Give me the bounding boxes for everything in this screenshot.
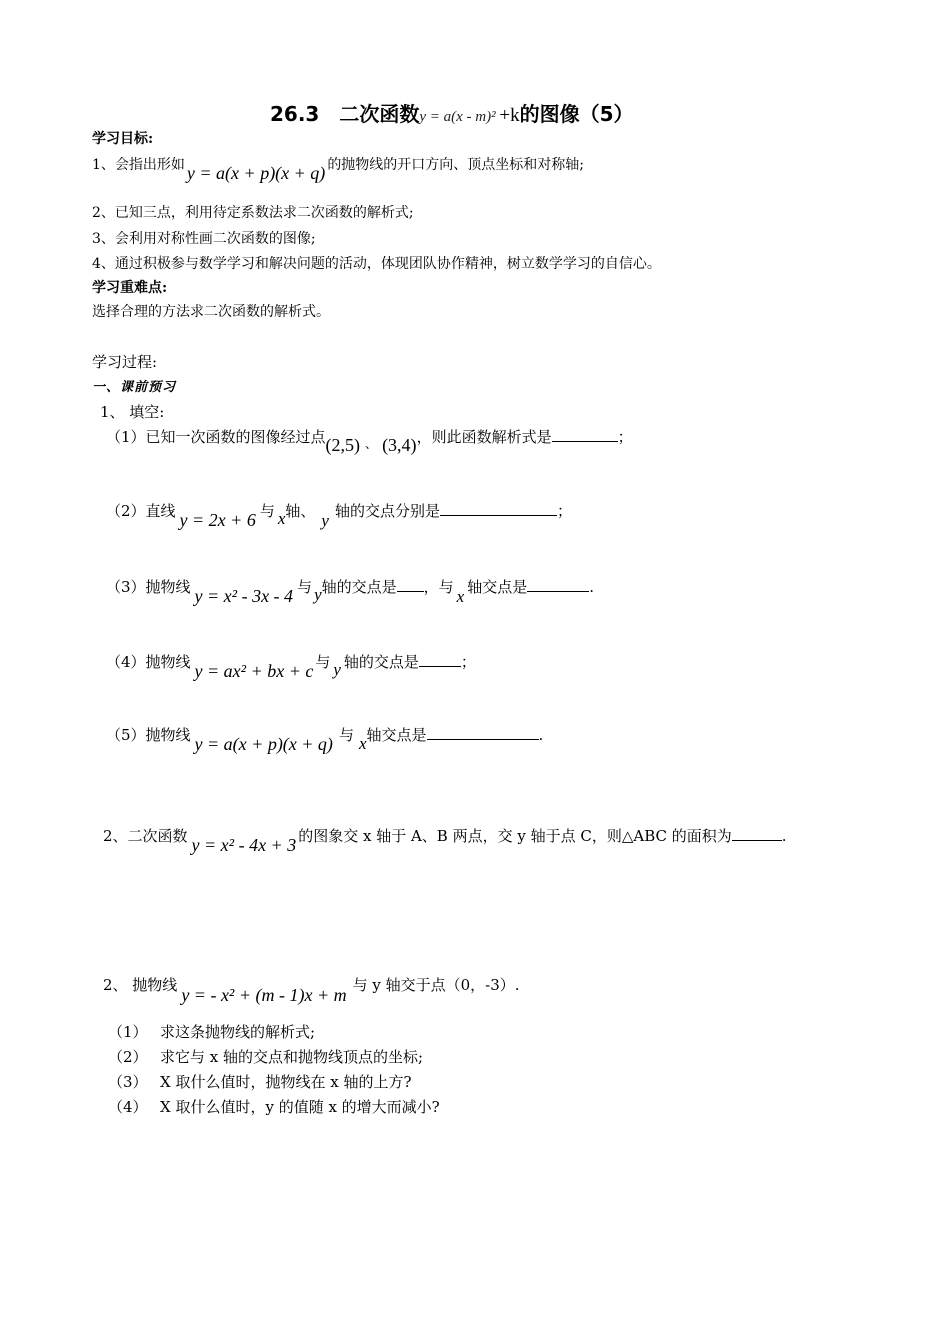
q2-w2: 轴、 <box>285 502 316 520</box>
problem-3 <box>103 974 520 1005</box>
goal-item-2: 2、已知三点，利用待定系数法求二次函数的解析式; <box>92 205 414 221</box>
q4-formula: y = ax² + bx + c <box>194 661 314 681</box>
question-1 <box>106 426 633 455</box>
difficulty-heading: 学习重难点: <box>92 280 168 296</box>
problem-2 <box>103 825 787 855</box>
p2-answer-blank[interactable] <box>732 826 782 841</box>
title-suffix: 的图像（5） <box>519 102 634 126</box>
q3-w1: 与 <box>297 578 313 596</box>
q5-formula: y = a(x + p)(x + q) <box>194 734 333 754</box>
goal-1-pre: 1、会指出形如 <box>92 157 185 173</box>
q4-pre: （4）抛物线 <box>106 653 191 671</box>
q3-end: . <box>589 578 594 596</box>
q3-x-intercept-blank[interactable] <box>527 577 589 592</box>
q2-pre: （2）直线 <box>106 502 176 520</box>
p3-formula: y = - x² + (m - 1)x + m <box>181 985 347 1005</box>
question-4 <box>106 651 476 681</box>
q5-x: x <box>358 734 367 753</box>
p2-pre: 2、二次函数 <box>103 827 188 845</box>
q1-point-1: (2,5) <box>325 435 361 455</box>
q4-w1: 与 <box>315 653 331 671</box>
q1-end: ； <box>617 428 633 446</box>
q5-pre: （5）抛物线 <box>106 726 191 744</box>
section-1-heading: 一、课前预习 <box>92 380 177 395</box>
p3-sub-4-text: X 取什么值时，y 的值随 x 的增大而减小? <box>160 1098 440 1116</box>
q5-end: . <box>538 726 544 744</box>
goal-item-4: 4、通过积极参与数学学习和解决问题的活动，体现团队协作精神，树立数学学习的自信心。 <box>92 256 661 272</box>
p3-sub-3-text: X 取什么值时，抛物线在 x 轴的上方? <box>160 1073 412 1091</box>
q2-w1: 与 <box>259 502 275 520</box>
q2-post: 轴的交点分别是 <box>334 502 440 520</box>
title-formula: y = a(x - m)² <box>419 109 500 125</box>
q4-end: ； <box>460 653 476 671</box>
difficulty-text: 选择合理的方法求二次函数的解析式。 <box>92 304 330 320</box>
q3-y: y <box>314 585 322 604</box>
question-2 <box>106 500 572 530</box>
goals-heading: 学习目标: <box>92 131 154 147</box>
q3-w4: 轴交点是 <box>467 578 528 596</box>
goal-1-formula: y = a(x + p)(x + q) <box>186 163 326 183</box>
q3-y-intercept-blank[interactable] <box>397 577 424 592</box>
q2-end: ； <box>556 502 572 520</box>
q3-formula: y = x² - 3x - 4 <box>194 586 294 606</box>
q5-w1: 与 <box>338 726 354 744</box>
p3-sub-2 <box>108 1046 423 1067</box>
p2-formula: y = x² - 4x + 3 <box>191 835 297 855</box>
goal-item-1 <box>92 153 585 183</box>
q1-post: ，则此函数解析式是 <box>416 428 552 446</box>
q2-x: x <box>277 509 286 528</box>
p3-sub-1 <box>108 1021 315 1042</box>
q1-answer-blank[interactable] <box>552 427 618 442</box>
p3-sub-1-text: 求这条抛物线的解析式; <box>160 1023 316 1041</box>
p3-sub-2-text: 求它与 x 轴的交点和抛物线顶点的坐标; <box>160 1048 424 1066</box>
q4-y: y <box>333 660 341 679</box>
q2-answer-blank[interactable] <box>440 501 557 516</box>
p2-post: 的图象交 x 轴于 A、B 两点，交 y 轴于点 C，则△ABC 的面积为 <box>298 827 732 845</box>
p3-post: 与 y 轴交于点（0，-3）. <box>352 976 520 994</box>
question-5 <box>106 724 544 754</box>
goal-item-3: 3、会利用对称性画二次函数的图像; <box>92 231 316 247</box>
question-3 <box>106 576 594 606</box>
q1-point-2: (3,4) <box>382 435 417 455</box>
q1-pre: （1）已知一次函数的图像经过点 <box>106 428 326 446</box>
p3-sub-2-num: （2） <box>108 1048 148 1066</box>
p2-end: . <box>781 827 787 845</box>
goal-1-post: 的抛物线的开口方向、顶点坐标和对称轴; <box>327 157 585 173</box>
title-prefix: 26.3 二次函数 <box>270 102 420 126</box>
q3-w3: ，与 <box>423 578 454 596</box>
title-k: +k <box>499 105 520 126</box>
page-title <box>270 98 634 127</box>
p3-sub-4 <box>108 1096 440 1117</box>
q4-answer-blank[interactable] <box>419 652 461 667</box>
q3-pre: （3）抛物线 <box>106 578 191 596</box>
p3-sub-1-num: （1） <box>108 1023 148 1041</box>
q5-answer-blank[interactable] <box>427 725 539 740</box>
fill-label: 1、 填空: <box>100 403 165 421</box>
q3-w2: 轴的交点是 <box>321 578 397 596</box>
p3-sub-3 <box>108 1071 412 1092</box>
q5-w2: 轴交点是 <box>366 726 427 744</box>
p3-sub-3-num: （3） <box>108 1073 148 1091</box>
p3-sub-4-num: （4） <box>108 1098 148 1116</box>
q1-separator: 、 <box>365 437 378 451</box>
q2-formula: y = 2x + 6 <box>179 510 256 530</box>
process-heading: 学习过程: <box>92 353 158 371</box>
q3-x: x <box>456 587 465 606</box>
q2-y: y <box>321 511 329 530</box>
p3-pre: 2、 抛物线 <box>103 976 178 994</box>
q4-w2: 轴的交点是 <box>343 653 419 671</box>
